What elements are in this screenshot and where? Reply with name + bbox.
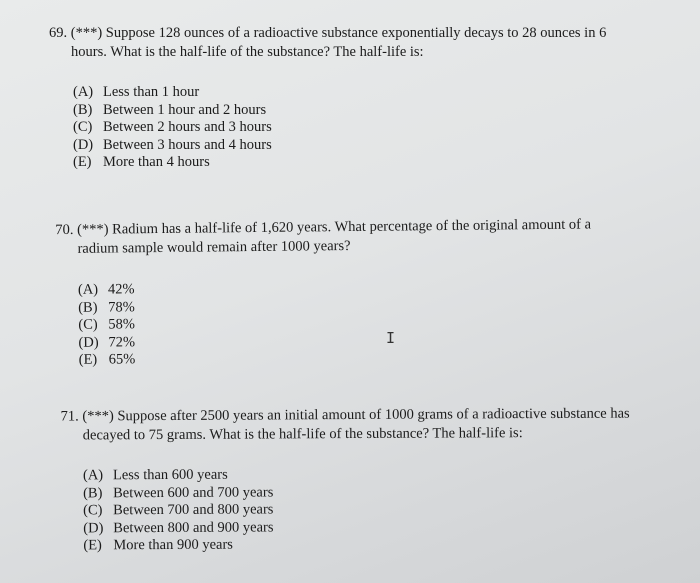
- difficulty-marker: (***): [82, 408, 114, 425]
- answer-option-e: (E) More than 4 hours: [73, 154, 210, 170]
- text-cursor-icon: I: [386, 329, 396, 347]
- answer-option-d: (D) 72%: [78, 333, 136, 351]
- question-70-text: [55, 215, 645, 259]
- question-71-text: [61, 404, 651, 445]
- question-line-2: decayed to 75 grams. What is the half-life of the substance? The half-life is:: [82, 425, 523, 444]
- answer-options: [83, 464, 651, 554]
- answer-option-b: (B) Between 600 and 700 years: [83, 483, 274, 501]
- answer-option-b: (B) 78%: [78, 298, 135, 316]
- answer-option-c: (C) Between 700 and 800 years: [83, 501, 274, 519]
- answer-option-e: (E) 65%: [78, 351, 136, 368]
- question-69-text: [49, 24, 649, 62]
- question-69: [49, 24, 649, 172]
- question-number: 70.: [55, 221, 74, 239]
- question-line-1: Suppose 128 ounces of a radioactive substance exponentially decays to 28 ounces in 6: [105, 25, 607, 41]
- answer-option-a: (A) Less than 600 years: [82, 466, 228, 484]
- answer-options: [78, 276, 647, 369]
- difficulty-marker: (***): [76, 221, 109, 238]
- question-line-1: Suppose after 2500 years an initial amount of 1000 grams of a radioactive substance has: [117, 405, 630, 425]
- answer-option-a: (A) Less than 1 hour: [73, 84, 200, 100]
- difficulty-marker: (***): [70, 25, 103, 41]
- answer-option-d: (D) Between 3 hours and 4 hours: [73, 136, 272, 153]
- answer-option-e: (E) More than 900 years: [83, 536, 233, 554]
- answer-option-c: (C) Between 2 hours and 3 hours: [73, 119, 272, 135]
- question-71: [61, 404, 652, 555]
- question-line-1: Radium has a half-life of 1,620 years. What percentage of the original amount of a: [112, 216, 592, 238]
- answer-option-b: (B) Between 1 hour and 2 hours: [73, 101, 267, 118]
- question-line-2: radium sample would remain after 1000 years?: [77, 238, 351, 257]
- question-number: 71.: [60, 408, 79, 425]
- answer-option-d: (D) Between 800 and 900 years: [83, 518, 274, 536]
- question-line-2: hours. What is the half-life of the substance? The half-life is:: [71, 44, 424, 60]
- question-number: 69.: [49, 25, 68, 41]
- answer-option-c: (C) 58%: [78, 316, 136, 333]
- answer-option-a: (A) 42%: [77, 281, 135, 298]
- question-70: [55, 215, 647, 370]
- answer-options: [73, 84, 649, 172]
